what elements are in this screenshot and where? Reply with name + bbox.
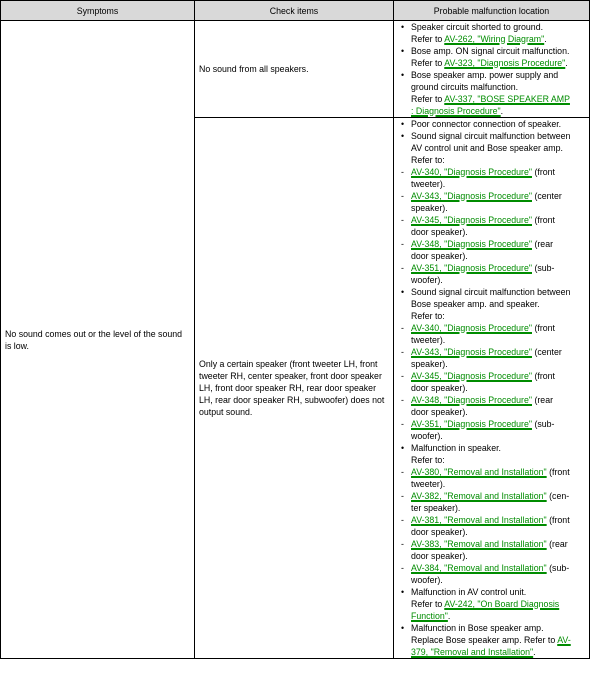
line-text: AV control unit and Bose speaker amp. [411,143,563,153]
reference-link[interactable]: AV-348, "Diagnosis Procedure" [411,239,532,249]
bullet-marker: • [401,70,405,80]
line-suffix: . [544,34,547,44]
line-suffix: (front [532,323,555,333]
reference-link[interactable]: AV-383, "Removal and Installation" [411,539,547,549]
line-suffix: . [533,647,536,657]
line-text: door speaker). [411,227,468,237]
line-suffix: (front [532,215,555,225]
reference-link[interactable]: AV-323, "Diagnosis Procedure" [444,58,566,68]
reference-link[interactable]: AV-340, "Diagnosis Procedure" [411,323,532,333]
dash-marker: - [401,323,404,333]
location-line [398,286,585,298]
location-line [398,358,585,370]
dash-marker: - [401,515,404,525]
dash-marker: - [401,263,404,273]
location-line [398,406,585,418]
line-suffix: (center [532,191,562,201]
bullet-marker: • [401,287,405,297]
line-text: ter speaker). [411,503,461,513]
bullet-marker: • [401,623,405,633]
symptom-cell: No sound comes out or the level of the sound is low. [1,21,195,659]
location-line [398,178,585,190]
location-line [398,226,585,238]
location-line [398,382,585,394]
line-suffix: (cen- [546,491,570,501]
location-line [398,118,585,130]
location-line [398,418,585,430]
reference-link[interactable]: AV-351, "Diagnosis Procedure" [411,263,532,273]
reference-link[interactable]: AV-380, "Removal and Installation" [411,467,547,477]
location-line [398,274,585,286]
dash-marker: - [401,419,404,429]
location-line [398,142,585,154]
location-line [398,538,585,550]
line-text: door speaker). [411,527,468,537]
line-text: Refer to: [411,455,445,465]
line-suffix: (sub- [532,419,555,429]
location-line [398,598,585,610]
line-suffix: (rear [532,395,554,405]
location-line [398,130,585,142]
line-text: Replace Bose speaker amp. Refer to [411,635,558,645]
check-item-cell: Only a certain speaker (front tweeter LH, front tweeter RH, center speaker, front door speaker LH, front door speaker RH, rear door speaker LH, rear door speaker RH, subwoofer) does not output sound. [195,118,394,659]
reference-link[interactable]: AV-343, "Diagnosis Procedure" [411,191,532,201]
dash-marker: - [401,371,404,381]
line-suffix: (center [532,347,562,357]
reference-link[interactable]: AV-345, "Diagnosis Procedure" [411,371,532,381]
line-text: Speaker circuit shorted to ground. [411,22,544,32]
line-suffix: . [500,106,504,116]
dash-marker: - [401,215,404,225]
line-text: Refer to: [411,155,445,165]
line-text: woofer). [411,275,443,285]
line-suffix: . [565,58,568,68]
location-line [398,310,585,322]
line-text: Sound signal circuit malfunction between [411,131,571,141]
table-row [1,21,590,118]
line-text: door speaker). [411,251,468,261]
location-line [398,45,585,57]
location-line [398,526,585,538]
reference-link[interactable]: AV-351, "Diagnosis Procedure" [411,419,532,429]
location-line [398,454,585,466]
header-symptoms: Symptoms [1,1,195,21]
location-line [398,250,585,262]
location-line [398,550,585,562]
bullet-marker: • [401,131,405,141]
line-text: Poor connector connection of speaker. [411,119,562,129]
line-text: Sound signal circuit malfunction between [411,287,571,297]
line-text: tweeter). [411,179,446,189]
location-line [398,502,585,514]
reference-link[interactable]: AV-381, "Removal and Installation" [411,515,547,525]
location-line [398,574,585,586]
line-text: tweeter). [411,479,446,489]
dash-marker: - [401,563,404,573]
line-suffix: (front [532,371,555,381]
line-suffix: . [447,611,451,621]
location-line [398,214,585,226]
line-suffix: (sub- [546,563,570,573]
bullet-marker: • [401,587,405,597]
check-item-cell: No sound from all speakers. [195,21,394,118]
line-text: door speaker). [411,407,468,417]
reference-link[interactable]: AV-337, "BOSE SPEAKER AMP [444,94,570,104]
location-line [398,634,585,646]
header-check-items: Check items [195,1,394,21]
reference-link[interactable]: AV-382, "Removal and Installation" [411,491,547,501]
line-text: speaker). [411,359,448,369]
line-text: woofer). [411,575,443,585]
reference-link[interactable]: AV- [557,635,571,645]
location-line [398,370,585,382]
location-line [398,57,585,69]
location-line [398,514,585,526]
location-cell [394,118,590,659]
line-text: Refer to [411,599,445,609]
line-text: speaker). [411,203,448,213]
line-text: Malfunction in AV control unit. [411,587,527,597]
line-suffix: (front [546,515,570,525]
location-line [398,33,585,45]
location-line [398,442,585,454]
reference-link[interactable]: AV-348, "Diagnosis Procedure" [411,395,532,405]
location-line [398,322,585,334]
line-text: Bose speaker amp. power supply and [411,70,559,80]
line-text: Malfunction in speaker. [411,443,501,453]
line-suffix: (front [532,167,555,177]
location-line [398,610,585,622]
line-text: Bose amp. ON signal circuit malfunction. [411,46,570,56]
line-text: Refer to: [411,311,445,321]
location-line [398,466,585,478]
dash-marker: - [401,491,404,501]
line-suffix: (front [546,467,570,477]
location-line [398,81,585,93]
line-suffix: (rear [546,539,568,549]
location-line [398,646,585,658]
location-line [398,490,585,502]
bullet-marker: • [401,119,405,129]
line-text: door speaker). [411,551,468,561]
reference-link[interactable]: AV-345, "Diagnosis Procedure" [411,215,532,225]
dash-marker: - [401,239,404,249]
location-line [398,238,585,250]
reference-link[interactable]: 379, "Removal and Installation" [411,647,534,657]
dash-marker: - [401,539,404,549]
line-text: Refer to [411,58,445,68]
location-line [398,154,585,166]
location-line [398,190,585,202]
location-line [398,478,585,490]
location-line [398,262,585,274]
reference-link[interactable]: Function" [411,611,448,621]
location-line [398,202,585,214]
location-line [398,166,585,178]
header-row [1,1,590,21]
location-line [398,430,585,442]
bullet-marker: • [401,443,405,453]
dash-marker: - [401,191,404,201]
bullet-marker: • [401,22,405,32]
line-suffix: (rear [532,239,554,249]
reference-link[interactable]: AV-242, "On Board Diagnosis [444,599,560,609]
location-line [398,69,585,81]
line-text: Malfunction in Bose speaker amp. [411,623,544,633]
line-suffix: (sub- [532,263,555,273]
location-line [398,622,585,634]
line-text: Refer to [411,34,445,44]
reference-link[interactable]: : Diagnosis Procedure" [411,106,501,116]
line-text: ground circuits malfunction. [411,82,519,92]
line-text: Refer to [411,94,445,104]
reference-link[interactable]: AV-384, "Removal and Installation" [411,563,547,573]
reference-link[interactable]: AV-340, "Diagnosis Procedure" [411,167,532,177]
location-line [398,586,585,598]
header-probable-location: Probable malfunction location [394,1,590,21]
location-line [398,105,585,117]
reference-link[interactable]: AV-262, "Wiring Diagram" [444,34,545,44]
line-text: door speaker). [411,383,468,393]
line-text: woofer). [411,431,443,441]
location-line [398,93,585,105]
dash-marker: - [401,167,404,177]
line-text: Bose speaker amp. and speaker. [411,299,540,309]
location-line [398,346,585,358]
location-line [398,394,585,406]
line-text: tweeter). [411,335,446,345]
location-cell [394,21,590,118]
dash-marker: - [401,347,404,357]
location-line [398,334,585,346]
location-line [398,298,585,310]
dash-marker: - [401,467,404,477]
reference-link[interactable]: AV-343, "Diagnosis Procedure" [411,347,532,357]
location-line [398,562,585,574]
location-line [398,21,585,33]
dash-marker: - [401,395,404,405]
bullet-marker: • [401,46,405,56]
